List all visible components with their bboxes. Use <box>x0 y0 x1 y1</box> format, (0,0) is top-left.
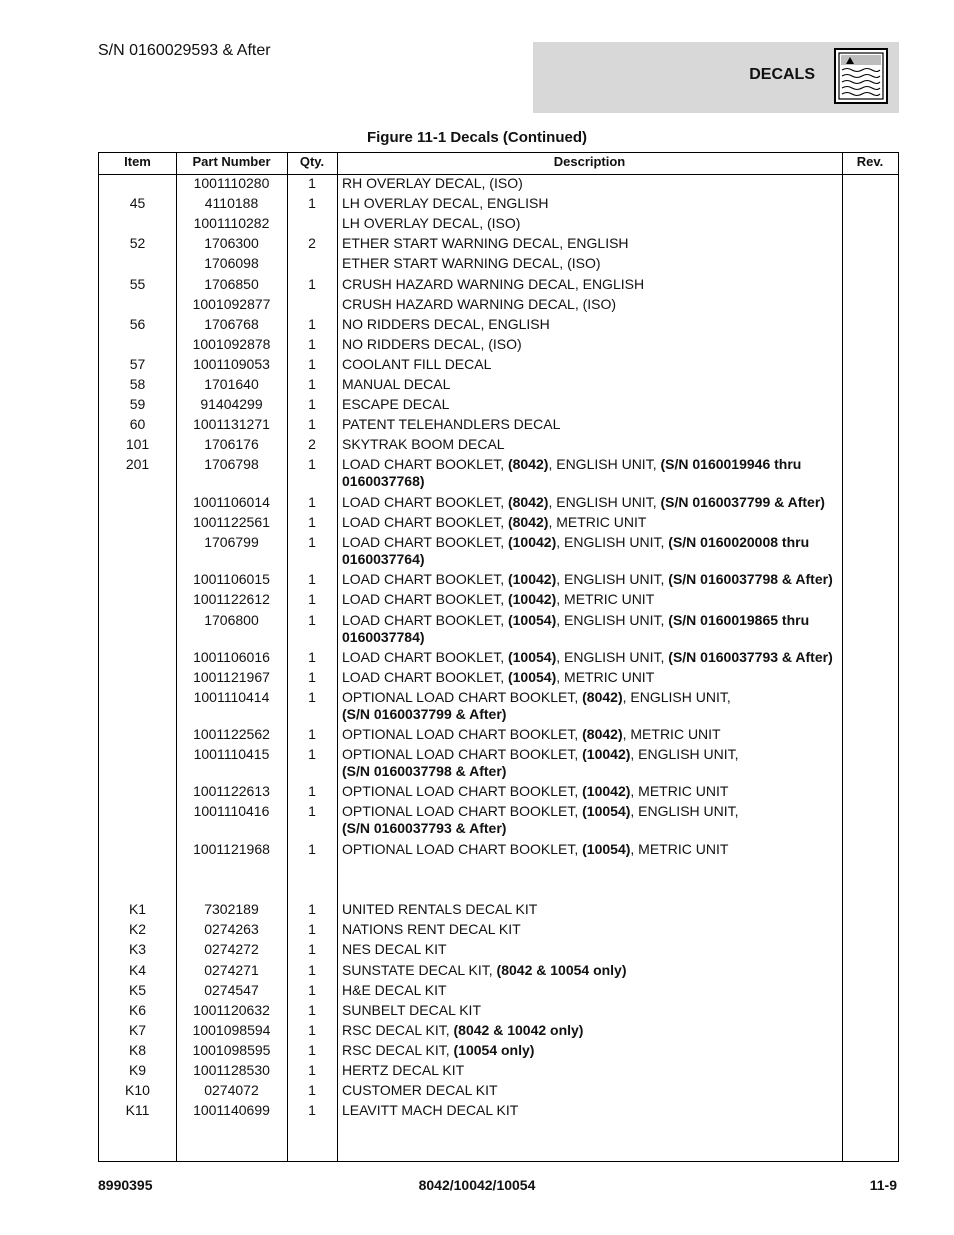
footer-page-number: 11-9 <box>869 1177 897 1193</box>
description-cell <box>342 901 842 918</box>
description-text: , ENGLISH UNIT, <box>630 746 739 762</box>
description-text: LEAVITT MACH DECAL KIT <box>342 1102 519 1118</box>
description-text: NO RIDDERS DECAL, (ISO) <box>342 336 522 352</box>
item-cell: 59 <box>129 396 146 412</box>
part-number-cell: 1001098594 <box>192 1022 271 1038</box>
description-cell <box>342 962 842 979</box>
qty-cell: 1 <box>308 783 316 799</box>
qty-cell: 1 <box>308 901 316 917</box>
qty-cell: 2 <box>308 235 316 251</box>
description-text: ESCAPE DECAL <box>342 396 450 412</box>
qty-cell: 1 <box>308 689 316 705</box>
part-number-cell: 0274271 <box>204 962 259 978</box>
figure-title: Figure 11-1 Decals (Continued) <box>366 129 588 146</box>
description-emphasis: (10054) <box>507 669 557 685</box>
description-cell <box>342 255 842 272</box>
description-cell <box>342 215 842 232</box>
item-cell: 52 <box>129 235 146 251</box>
description-cell <box>342 296 842 313</box>
part-number-cell: 1706800 <box>204 612 259 628</box>
description-emphasis: (S/N 0160019865 thru <box>668 612 810 628</box>
qty-cell: 1 <box>308 195 316 211</box>
description-emphasis: (10054 only) <box>453 1042 535 1058</box>
qty-cell: 1 <box>308 456 316 472</box>
part-number-cell: 1706850 <box>204 276 259 292</box>
description-text: SUNBELT DECAL KIT <box>342 1002 482 1018</box>
item-cell: 56 <box>129 316 146 332</box>
column-header-description: Description <box>553 154 626 169</box>
description-emphasis: (S/N 0160037793 & After) <box>668 649 833 665</box>
description-emphasis: (S/N 0160037798 & After) <box>668 571 833 587</box>
section-title: DECALS <box>749 66 815 83</box>
part-number-cell: 7302189 <box>204 901 259 917</box>
qty-cell: 1 <box>308 1082 316 1098</box>
part-number-cell: 1706798 <box>204 456 259 472</box>
description-emphasis: (10042) <box>507 534 557 550</box>
column-header-rev: Rev. <box>856 154 884 169</box>
description-text: LOAD CHART BOOKLET, <box>342 571 508 587</box>
description-emphasis: (S/N 0160019946 thru <box>660 456 802 472</box>
qty-cell: 1 <box>308 316 316 332</box>
description-emphasis: (8042) <box>582 726 623 742</box>
description-text: , ENGLISH UNIT, <box>548 456 661 472</box>
description-emphasis: (8042 & 10054 only) <box>496 962 627 978</box>
description-emphasis: (S/N 0160037799 & After) <box>660 494 825 510</box>
part-number-cell: 91404299 <box>200 396 263 412</box>
qty-cell: 1 <box>308 962 316 978</box>
description-text: CRUSH HAZARD WARNING DECAL, ENGLISH <box>342 276 645 292</box>
description-text: , ENGLISH UNIT, <box>622 689 731 705</box>
part-number-cell: 0274072 <box>204 1082 259 1098</box>
part-number-cell: 1001110415 <box>193 746 270 762</box>
description-text: ETHER START WARNING DECAL, (ISO) <box>342 255 601 271</box>
qty-cell: 1 <box>308 941 316 957</box>
description-emphasis: (10042) <box>507 571 557 587</box>
part-number-cell: 0274547 <box>204 982 259 998</box>
qty-cell: 1 <box>308 649 316 665</box>
part-number-cell: 1701640 <box>204 376 259 392</box>
description-text: , ENGLISH UNIT, <box>556 649 669 665</box>
item-cell: K9 <box>128 1062 147 1078</box>
description-text: SKYTRAK BOOM DECAL <box>342 436 505 452</box>
description-cell <box>342 669 842 686</box>
column-divider <box>842 153 843 1161</box>
description-cell <box>342 534 842 568</box>
description-cell <box>342 514 842 531</box>
part-number-cell: 1001121967 <box>193 669 270 685</box>
description-text: OPTIONAL LOAD CHART BOOKLET, <box>342 726 583 742</box>
description-emphasis: (10042) <box>582 746 631 762</box>
part-number-cell: 1001110280 <box>193 175 270 191</box>
description-text: LOAD CHART BOOKLET, <box>342 591 508 607</box>
qty-cell: 1 <box>308 1002 316 1018</box>
qty-cell: 1 <box>308 841 316 857</box>
section-banner <box>533 42 899 113</box>
part-number-cell: 1001121968 <box>193 841 270 857</box>
column-header-part-number: Part Number <box>192 154 271 169</box>
description-emphasis: (10054) <box>507 612 557 628</box>
description-text: MANUAL DECAL <box>342 376 451 392</box>
part-number-cell: 1001092877 <box>192 296 271 312</box>
item-cell: K6 <box>128 1002 147 1018</box>
part-number-cell: 1001122612 <box>193 591 270 607</box>
item-cell: 55 <box>129 276 146 292</box>
part-number-cell: 1001106014 <box>193 494 270 510</box>
description-cell <box>342 235 842 252</box>
description-text: CUSTOMER DECAL KIT <box>342 1082 498 1098</box>
description-text: RSC DECAL KIT, <box>342 1022 454 1038</box>
serial-number-range: S/N 0160029593 & After <box>98 42 271 59</box>
part-number-cell: 1001110282 <box>193 215 270 231</box>
description-emphasis: (8042) <box>507 456 549 472</box>
description-cell <box>342 1062 842 1079</box>
item-cell: K11 <box>125 1102 150 1118</box>
description-emphasis: (10054) <box>582 841 631 857</box>
part-number-cell: 0274263 <box>204 921 259 937</box>
description-emphasis: (8042) <box>507 494 549 510</box>
description-cell <box>342 396 842 413</box>
description-cell <box>342 726 842 743</box>
part-number-cell: 1706300 <box>204 235 259 251</box>
qty-cell: 1 <box>308 336 316 352</box>
description-cell <box>342 571 842 588</box>
description-cell <box>342 941 842 958</box>
description-cell <box>342 494 842 511</box>
description-cell <box>342 591 842 608</box>
qty-cell: 1 <box>308 376 316 392</box>
description-text: RH OVERLAY DECAL, (ISO) <box>342 175 523 191</box>
description-text: OPTIONAL LOAD CHART BOOKLET, <box>342 803 583 819</box>
description-cell <box>342 689 842 723</box>
description-cell <box>342 416 842 433</box>
qty-cell: 1 <box>308 396 316 412</box>
part-number-cell: 1001140699 <box>193 1102 270 1118</box>
description-emphasis: 0160037764) <box>342 551 425 567</box>
description-text: , ENGLISH UNIT, <box>556 612 669 628</box>
item-cell: 58 <box>129 376 146 392</box>
description-cell <box>342 1102 842 1119</box>
part-number-cell: 1001098595 <box>192 1042 271 1058</box>
part-number-cell: 4110188 <box>204 195 259 211</box>
description-text: , ENGLISH UNIT, <box>548 494 661 510</box>
description-emphasis: (S/N 0160037793 & After) <box>342 820 507 836</box>
qty-cell: 2 <box>308 436 316 452</box>
description-cell <box>342 1002 842 1019</box>
description-text: LOAD CHART BOOKLET, <box>342 649 508 665</box>
part-number-cell: 1001128530 <box>193 1062 270 1078</box>
description-emphasis: (8042) <box>507 514 549 530</box>
description-emphasis: (10054) <box>582 803 631 819</box>
description-cell <box>342 1022 842 1039</box>
description-text: NO RIDDERS DECAL, ENGLISH <box>342 316 550 332</box>
item-cell: K4 <box>128 962 147 978</box>
description-text: , METRIC UNIT <box>622 726 721 742</box>
qty-cell: 1 <box>308 571 316 587</box>
part-number-cell: 1706098 <box>204 255 259 271</box>
item-cell: 57 <box>129 356 146 372</box>
description-emphasis: (10054) <box>507 649 557 665</box>
part-number-cell: 1001122561 <box>193 514 270 530</box>
qty-cell: 1 <box>308 612 316 628</box>
part-number-cell: 1706176 <box>204 436 259 452</box>
qty-cell: 1 <box>308 746 316 762</box>
description-text: LOAD CHART BOOKLET, <box>342 612 508 628</box>
description-text: , METRIC UNIT <box>548 514 647 530</box>
part-number-cell: 1706799 <box>204 534 259 550</box>
item-cell: 201 <box>125 456 150 472</box>
description-text: LOAD CHART BOOKLET, <box>342 534 508 550</box>
qty-cell: 1 <box>308 534 316 550</box>
part-number-cell: 1001110414 <box>193 689 270 705</box>
qty-cell: 1 <box>308 1062 316 1078</box>
description-cell <box>342 276 842 293</box>
qty-cell: 1 <box>308 494 316 510</box>
item-cell: K8 <box>128 1042 147 1058</box>
description-emphasis: (S/N 0160020008 thru <box>668 534 810 550</box>
item-cell: 101 <box>125 436 150 452</box>
qty-cell: 1 <box>308 921 316 937</box>
description-text: OPTIONAL LOAD CHART BOOKLET, <box>342 689 583 705</box>
qty-cell: 1 <box>308 1042 316 1058</box>
description-text: , METRIC UNIT <box>556 591 655 607</box>
part-number-cell: 1001122613 <box>193 783 270 799</box>
description-cell <box>342 803 842 837</box>
part-number-cell: 1001092878 <box>192 336 271 352</box>
part-number-cell: 1001106016 <box>193 649 270 665</box>
description-text: NES DECAL KIT <box>342 941 447 957</box>
column-header-item: Item <box>124 154 151 169</box>
part-number-cell: 1001120632 <box>193 1002 270 1018</box>
qty-cell: 1 <box>308 726 316 742</box>
item-cell: K10 <box>125 1082 150 1098</box>
description-cell <box>342 316 842 333</box>
qty-cell: 1 <box>308 416 316 432</box>
description-cell <box>342 1082 842 1099</box>
parts-table <box>98 152 899 1162</box>
description-emphasis: (S/N 0160037799 & After) <box>342 706 507 722</box>
description-cell <box>342 175 842 192</box>
description-text: CRUSH HAZARD WARNING DECAL, (ISO) <box>342 296 617 312</box>
description-cell <box>342 649 842 666</box>
description-emphasis: (10042) <box>507 591 557 607</box>
description-cell <box>342 982 842 999</box>
part-number-cell: 1001106015 <box>193 571 270 587</box>
qty-cell: 1 <box>308 1022 316 1038</box>
description-cell <box>342 436 842 453</box>
description-text: OPTIONAL LOAD CHART BOOKLET, <box>342 783 583 799</box>
description-text: LOAD CHART BOOKLET, <box>342 456 508 472</box>
description-text: LH OVERLAY DECAL, (ISO) <box>342 215 521 231</box>
qty-cell: 1 <box>308 1102 316 1118</box>
description-text: LOAD CHART BOOKLET, <box>342 514 508 530</box>
description-text: LOAD CHART BOOKLET, <box>342 669 508 685</box>
description-text: HERTZ DECAL KIT <box>342 1062 465 1078</box>
description-cell <box>342 356 842 373</box>
description-text: , METRIC UNIT <box>556 669 655 685</box>
qty-cell: 1 <box>308 591 316 607</box>
description-cell <box>342 1042 842 1059</box>
description-cell <box>342 783 842 800</box>
description-emphasis: (8042) <box>582 689 623 705</box>
description-text: LH OVERLAY DECAL, ENGLISH <box>342 195 549 211</box>
description-emphasis: (8042 & 10042 only) <box>453 1022 584 1038</box>
qty-cell: 1 <box>308 276 316 292</box>
item-cell: K5 <box>128 982 147 998</box>
item-cell: 60 <box>129 416 146 432</box>
description-text: ETHER START WARNING DECAL, ENGLISH <box>342 235 629 251</box>
part-number-cell: 0274272 <box>204 941 259 957</box>
item-cell: K7 <box>128 1022 147 1038</box>
description-text: UNITED RENTALS DECAL KIT <box>342 901 538 917</box>
description-cell <box>342 612 842 646</box>
part-number-cell: 1706768 <box>204 316 259 332</box>
qty-cell: 1 <box>308 175 316 191</box>
description-text: PATENT TELEHANDLERS DECAL <box>342 416 561 432</box>
description-text: LOAD CHART BOOKLET, <box>342 494 508 510</box>
description-text: OPTIONAL LOAD CHART BOOKLET, <box>342 746 583 762</box>
description-text: OPTIONAL LOAD CHART BOOKLET, <box>342 841 583 857</box>
description-cell <box>342 921 842 938</box>
description-emphasis: (10042) <box>582 783 631 799</box>
qty-cell: 1 <box>308 803 316 819</box>
description-emphasis: 0160037768) <box>342 473 425 489</box>
description-text: , ENGLISH UNIT, <box>630 803 739 819</box>
description-text: RSC DECAL KIT, <box>342 1042 454 1058</box>
item-cell: K1 <box>128 901 147 917</box>
footer-document-number: 8990395 <box>98 1177 153 1193</box>
qty-cell: 1 <box>308 669 316 685</box>
description-cell <box>342 195 842 212</box>
column-header-qty: Qty. <box>299 154 325 169</box>
column-divider <box>337 153 338 1161</box>
description-text: SUNSTATE DECAL KIT, <box>342 962 497 978</box>
qty-cell: 1 <box>308 356 316 372</box>
description-cell <box>342 746 842 780</box>
item-cell: K2 <box>128 921 147 937</box>
description-text: , ENGLISH UNIT, <box>556 571 669 587</box>
part-number-cell: 1001109053 <box>193 356 270 372</box>
description-text: , METRIC UNIT <box>630 841 729 857</box>
item-cell: 45 <box>129 195 146 211</box>
description-text: H&E DECAL KIT <box>342 982 447 998</box>
description-text: , ENGLISH UNIT, <box>556 534 669 550</box>
description-cell <box>342 376 842 393</box>
part-number-cell: 1001122562 <box>193 726 270 742</box>
qty-cell: 1 <box>308 982 316 998</box>
description-text: COOLANT FILL DECAL <box>342 356 492 372</box>
description-text: , METRIC UNIT <box>630 783 729 799</box>
qty-cell: 1 <box>308 514 316 530</box>
description-emphasis: (S/N 0160037798 & After) <box>342 763 507 779</box>
description-cell <box>342 841 842 858</box>
decal-sheet-icon <box>834 48 888 104</box>
description-text: NATIONS RENT DECAL KIT <box>342 921 521 937</box>
description-cell <box>342 456 842 490</box>
description-emphasis: 0160037784) <box>342 629 425 645</box>
part-number-cell: 1001131271 <box>193 416 270 432</box>
footer-model-numbers: 8042/10042/10054 <box>418 1177 536 1193</box>
description-cell <box>342 336 842 353</box>
part-number-cell: 1001110416 <box>193 803 270 819</box>
item-cell: K3 <box>128 941 147 957</box>
